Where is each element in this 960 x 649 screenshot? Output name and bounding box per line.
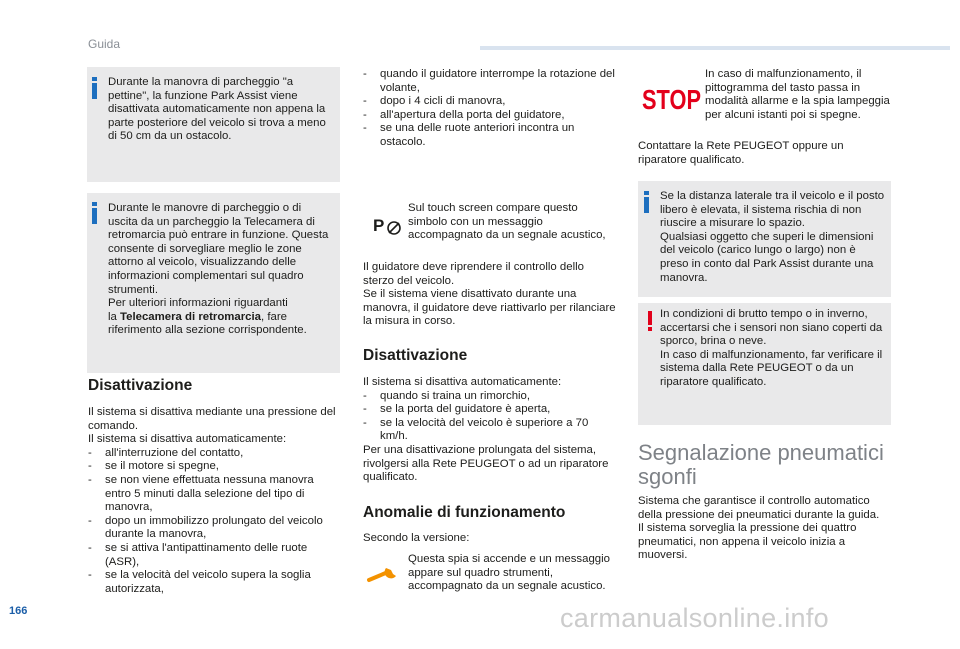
paragraph: Il sistema si disattiva mediante una pressione del comando. bbox=[88, 406, 336, 432]
list-item: - se una delle ruote anteriori incontra un ostacolo. bbox=[363, 122, 615, 149]
info-box-camera bbox=[87, 193, 340, 373]
page-number: 166 bbox=[9, 605, 28, 617]
paragraph: Il sistema si disattiva automaticamente: bbox=[88, 433, 287, 446]
deactivation-list-continued bbox=[363, 68, 615, 150]
list-item: - all'apertura della porta del guidatore, bbox=[363, 109, 615, 123]
paragraph: Per una disattivazione prolungata del sistema, rivolgersi alla Rete PEUGEOT o ad un riparatore qualificato. bbox=[363, 443, 609, 484]
info-icon bbox=[92, 208, 97, 224]
list-item: - se non viene effettuata nessuna manovra entro 5 minuti dalla selezione del tipo di manovra, bbox=[88, 474, 340, 515]
list-item: - se la porta del guidatore è aperta, bbox=[363, 403, 618, 417]
deactivation-auto-list bbox=[363, 390, 618, 444]
paragraph: Il guidatore deve riprendere il controllo dello sterzo del veicolo. bbox=[363, 261, 584, 287]
info-text: Qualsiasi oggetto che superi le dimensioni del veicolo (carico lungo o largo) non è preso in conto dal Park Assist durante una manovra. bbox=[660, 230, 874, 284]
info-text: Durante la manovra di parcheggio "a pettine", la funzione Park Assist viene disattivata automaticamente non appena la parte posteriore del veicolo si trova a meno di 50 cm da un ostacolo. bbox=[108, 76, 326, 143]
info-icon bbox=[92, 83, 97, 99]
info-text-ref: la Telecamera di retromarcia, fare riferimento alla sezione corrispondente. bbox=[108, 310, 307, 337]
paragraph: Contattare la Rete PEUGEOT oppure un riparatore qualificato. bbox=[638, 140, 844, 166]
deactivation-text bbox=[88, 406, 340, 596]
warning-icon bbox=[648, 311, 652, 325]
section-heading: Disattivazione bbox=[88, 377, 193, 394]
warning-box-weather bbox=[638, 303, 891, 425]
header-bar bbox=[480, 46, 950, 50]
paragraph: Sistema che garantisce il controllo automatico della pressione dei pneumatici durante la guida. bbox=[638, 495, 880, 521]
list-item: - dopo i 4 cicli di manovra, bbox=[363, 95, 615, 109]
list-item: - se il motore si spegne, bbox=[88, 460, 340, 474]
stop-icon-text: In caso di malfunzionamento, il pittogramma del tasto passa in modalità allarme e la spia lampeggia per alcuni istanti poi si spegne. bbox=[705, 68, 890, 121]
info-box-lateral-distance bbox=[638, 181, 891, 297]
page-section-title: Segnalazione pneumatici sgonfi bbox=[638, 440, 884, 489]
list-item: - quando si traina un rimorchio, bbox=[363, 390, 618, 404]
wrench-icon bbox=[366, 564, 402, 584]
wrench-icon-text: Questa spia si accende e un messaggio appare sul quadro strumenti, accompagnato da un segnale acustico. bbox=[408, 553, 610, 593]
section-label: Guida bbox=[88, 37, 121, 51]
warning-text: In caso di malfunzionamento, far verificare il sistema dalla Rete PEUGEOT o da un riparatore qualificato. bbox=[660, 348, 883, 388]
list-item: - se la velocità del veicolo supera la soglia autorizzata, bbox=[88, 569, 340, 596]
section-heading: Anomalie di funzionamento bbox=[363, 504, 566, 521]
stop-icon bbox=[642, 84, 702, 115]
watermark: carmanualsonline.info bbox=[560, 603, 829, 633]
list-item: - all'interruzione del contatto, bbox=[88, 447, 340, 461]
info-text-more: Per ulteriori informazioni riguardanti bbox=[108, 297, 288, 310]
paragraph: Se il sistema viene disattivato durante una manovra, il guidatore deve riattivarlo per rilanciare la misura in corso. bbox=[363, 288, 616, 328]
deactivation-list bbox=[88, 447, 340, 597]
paragraph: Il sistema si disattiva automaticamente: bbox=[363, 376, 562, 388]
warning-text: In condizioni di brutto tempo o in inverno, accertarsi che i sensori non siano coperti da sporco, brina o neve. bbox=[660, 308, 883, 348]
park-icon-text: Sul touch screen compare questo simbolo con un messaggio accompagnato da un segnale acustico, bbox=[408, 202, 606, 242]
list-item: - quando il guidatore interrompe la rotazione del volante, bbox=[363, 68, 615, 95]
list-item: - se si attiva l'antipattinamento delle ruote (ASR), bbox=[88, 542, 340, 569]
section-heading: Disattivazione bbox=[363, 347, 468, 364]
info-text: Se la distanza laterale tra il veicolo e il posto libero è elevata, il sistema rischia di non riuscire a misurare lo spazio. bbox=[660, 190, 885, 230]
paragraph: Secondo la versione: bbox=[363, 532, 470, 544]
info-text: Durante le manovre di parcheggio o di uscita da un parcheggio la Telecamera di retromarcia può entrare in funzione. Questa consente di sorvegliare meglio le zone attorno al veicolo, visualizzando delle informazioni complementari sul quadro strumenti. bbox=[108, 202, 329, 296]
svg-text:STOP: STOP bbox=[642, 84, 701, 115]
list-item: - dopo un immobilizzo prolungato del veicolo durante la manovra, bbox=[88, 515, 340, 542]
park-assist-off-icon bbox=[372, 214, 402, 236]
paragraph: Il sistema sorveglia la pressione dei quattro pneumatici, non appena il veicolo inizia a muoversi. bbox=[638, 522, 857, 562]
camera-link-text: Telecamera di retromarcia bbox=[120, 310, 262, 323]
list-item: - se la velocità del veicolo è superiore a 70 km/h. bbox=[363, 417, 618, 444]
svg-text:P: P bbox=[373, 216, 385, 235]
tyre-warning-text bbox=[638, 495, 893, 563]
deactivation-auto bbox=[363, 376, 618, 485]
info-icon bbox=[644, 197, 649, 213]
info-box-parking bbox=[87, 67, 340, 182]
